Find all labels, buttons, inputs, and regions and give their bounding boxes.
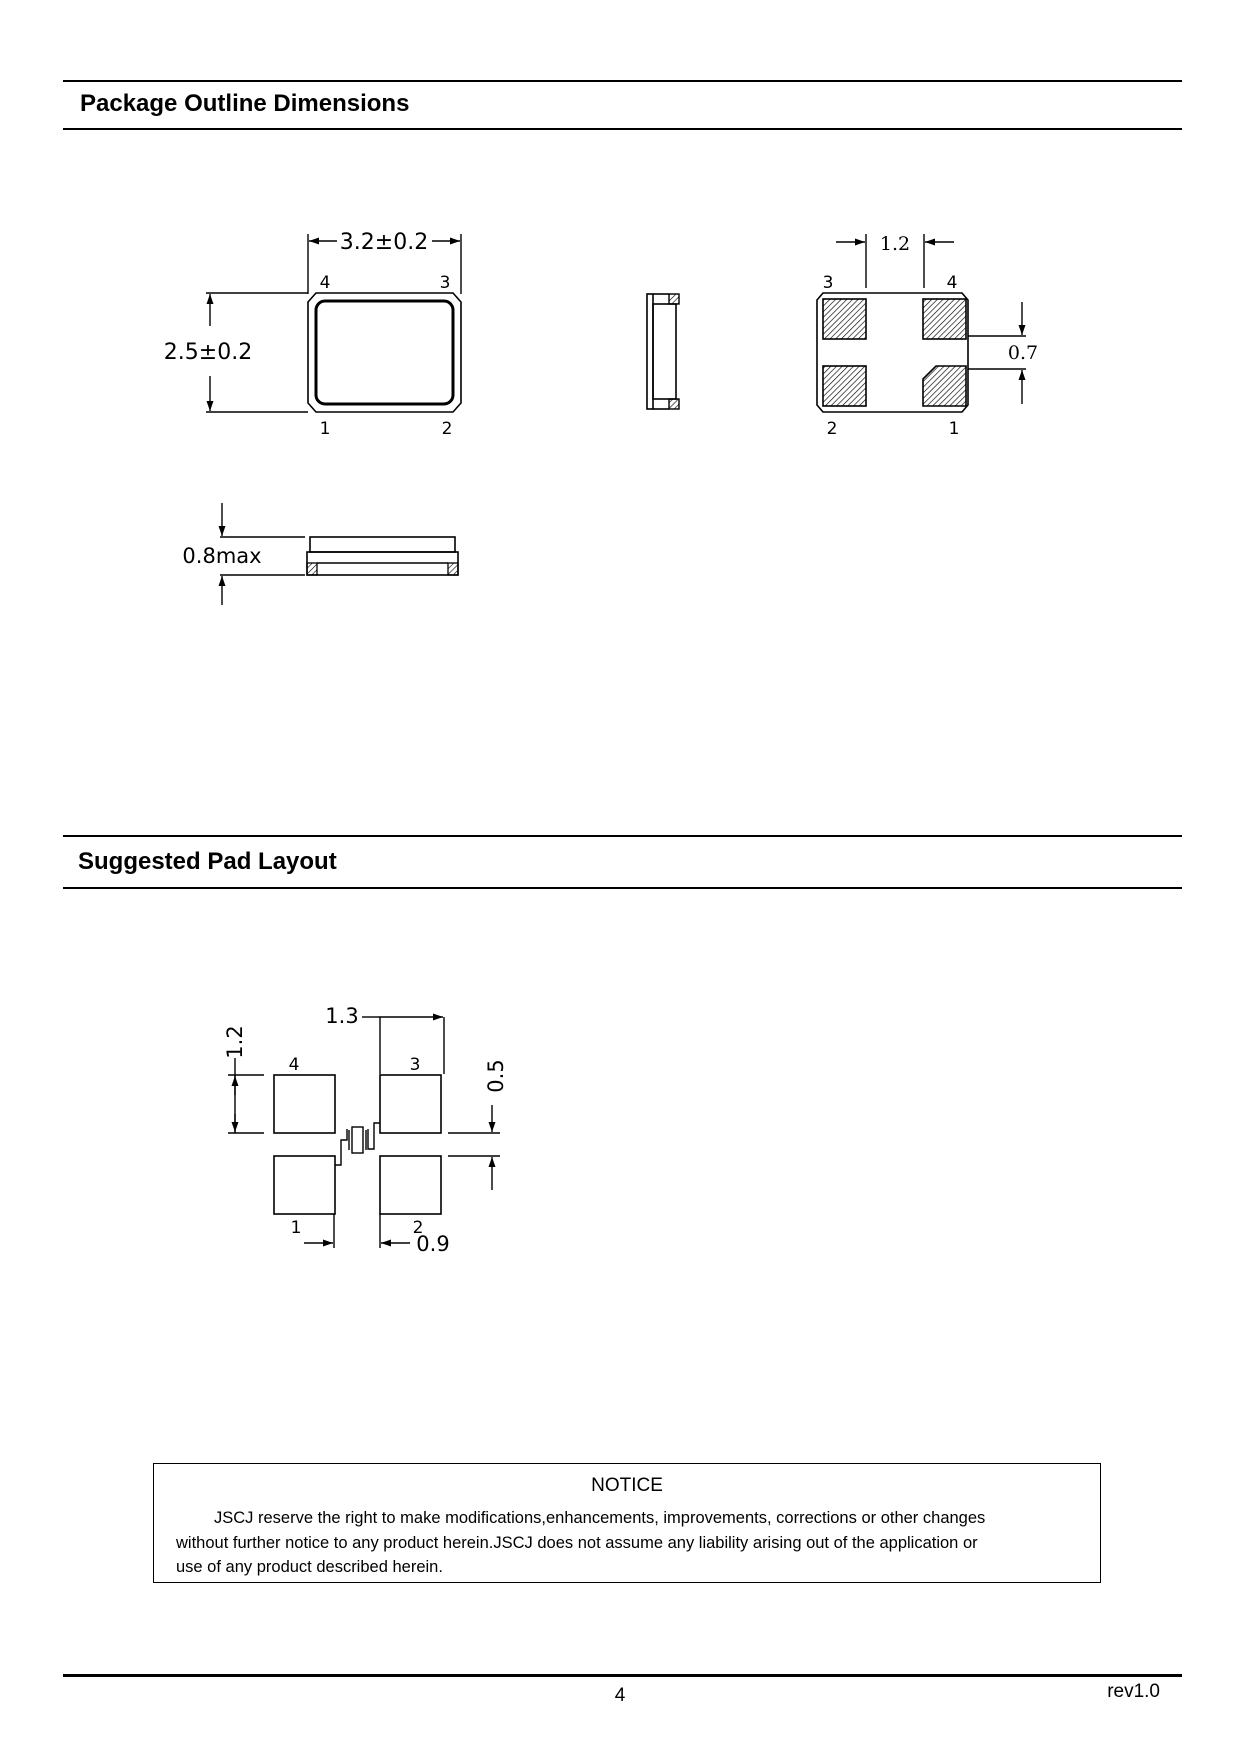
top-view-drawing xyxy=(140,220,480,450)
pad-layout-drawing xyxy=(200,990,530,1280)
notice-box xyxy=(153,1463,1101,1583)
section-rule-top xyxy=(63,835,1182,837)
pad-layout-vertical-label: 1.2 xyxy=(223,1025,247,1059)
top-view-width-label: 3.2±0.2 xyxy=(339,230,429,255)
pad-layout-gap-label: 0.5 xyxy=(484,1059,508,1093)
top-view-height-label: 2.5±0.2 xyxy=(163,340,253,365)
notice-text xyxy=(176,1506,1076,1580)
top-view-pin-1: 1 xyxy=(319,419,331,439)
section-rule-bottom xyxy=(63,128,1182,130)
section-rule-top xyxy=(63,80,1182,82)
notice-line-2: without further notice to any product herein.JSCJ does not assume any liability arising out of the application or xyxy=(176,1533,978,1552)
top-view-pin-2: 2 xyxy=(441,419,453,439)
top-view-pin-3: 3 xyxy=(439,273,451,293)
pad-layout-pin-4: 4 xyxy=(288,1055,300,1075)
bottom-view-pin-2: 2 xyxy=(826,419,838,439)
section-title-pad-layout: Suggested Pad Layout xyxy=(78,848,337,875)
side-view-height-label: 0.8max xyxy=(182,544,262,568)
bottom-view-pin-3: 3 xyxy=(822,273,834,293)
top-view-pin-4: 4 xyxy=(319,273,331,293)
bottom-view-width-label: 1.2 xyxy=(879,233,911,255)
pad-layout-pin-2: 2 xyxy=(412,1218,424,1238)
bottom-view-drawing xyxy=(790,220,1060,450)
pad-layout-width-label: 0.9 xyxy=(416,1232,450,1256)
bottom-view-height-label: 0.7 xyxy=(1007,342,1039,364)
pad-layout-pin-1: 1 xyxy=(290,1218,302,1238)
pad-layout-pin-3: 3 xyxy=(409,1055,421,1075)
side-view-narrow-drawing xyxy=(640,290,690,415)
revision-label: rev1.0 xyxy=(1107,1681,1160,1702)
side-view-height-drawing xyxy=(160,500,480,610)
footer-rule xyxy=(63,1674,1182,1677)
pad-layout-pitch-label: 1.3 xyxy=(325,1004,359,1028)
bottom-view-pin-4: 4 xyxy=(946,273,958,293)
section-title-package-outline: Package Outline Dimensions xyxy=(80,90,410,117)
bottom-view-pin-1: 1 xyxy=(948,419,960,439)
notice-line-1: JSCJ reserve the right to make modifications,enhancements, improvements, corrections or other changes xyxy=(214,1509,986,1527)
notice-title: NOTICE xyxy=(591,1475,663,1496)
page-number: 4 xyxy=(614,1685,626,1706)
section-rule-bottom xyxy=(63,887,1182,889)
notice-line-3: use of any product described herein. xyxy=(176,1558,443,1576)
